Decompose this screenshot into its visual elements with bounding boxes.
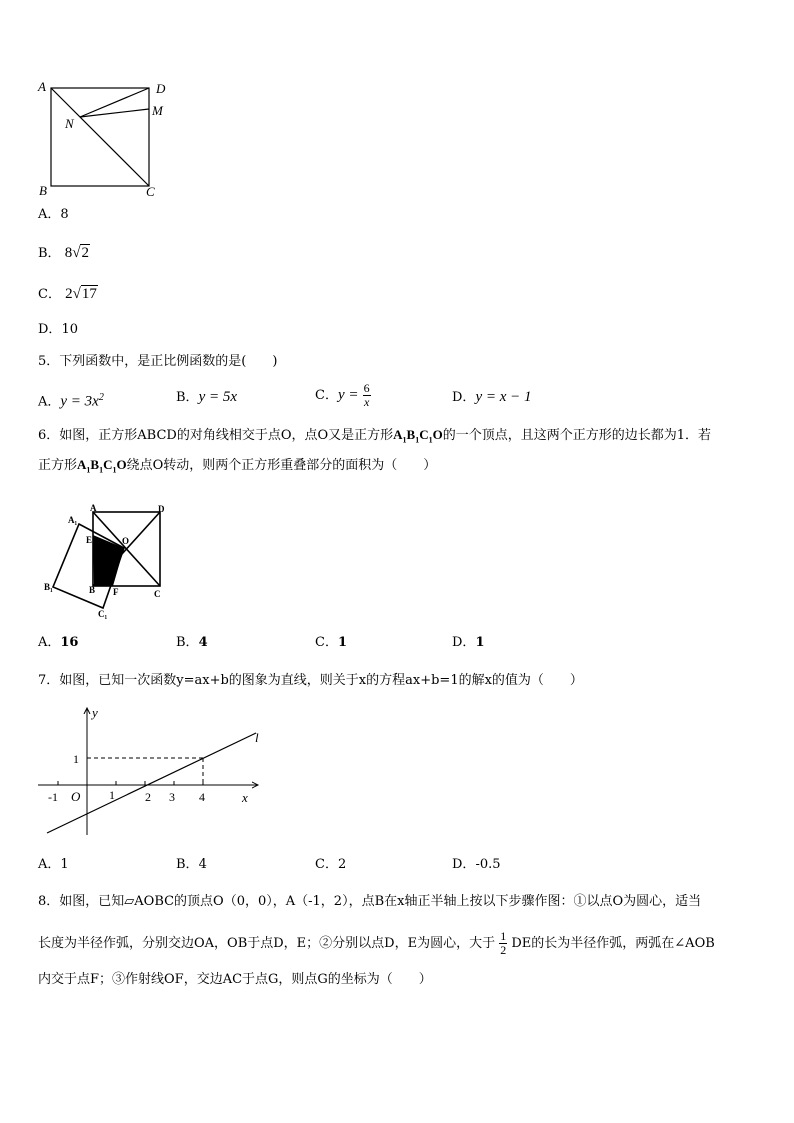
q6-option-b: B．4 <box>176 635 208 650</box>
label-A: A <box>38 79 46 94</box>
label-M: M <box>152 103 163 118</box>
line-l <box>47 733 256 833</box>
label-C1: C₁ <box>98 609 108 619</box>
q7-option-b: B．4 <box>176 857 207 872</box>
q7-option-d: D．-0.5 <box>452 857 501 872</box>
tick-y1: 1 <box>73 752 79 766</box>
tick-4: 4 <box>199 790 205 804</box>
q5-stem: 5．下列函数中，是正比例函数的是( ) <box>38 354 278 369</box>
label-O: O <box>122 536 130 546</box>
q7-option-c: C．2 <box>315 857 347 872</box>
tick-3: 3 <box>169 790 175 804</box>
q6-stem-line1: 6．如图，正方形ABCD的对角线相交于点O，点O又是正方形$A_1B_1C_1O$的一个顶点，且这两个正方形的边长都为1．若 <box>38 427 711 445</box>
tick-2: 2 <box>145 790 151 804</box>
x-axis-label: x <box>242 790 248 805</box>
q8-stem-line2: 长度为半径作弧，分别交边OA，OB于点D，E；②分别以点D，E为圆心，大于 $\frac{1}{2}$ DE的长为半径作弧，两弧在∠AOB <box>38 929 715 957</box>
q8-stem-line1: 8．如图，已知▱AOBC的顶点O（0，0），A（-1，2），点B在x轴正半轴上按以下步骤作图：①以点O为圆心，适当 <box>38 894 702 909</box>
q5-option-c: C．y = $\frac{6}{x}$ <box>315 381 370 409</box>
q6-option-c: C．1 <box>315 635 347 650</box>
q7-stem: 7．如图，已知一次函数y=ax+b的图象为直线，则关于x的方程ax+b=1的解x的值为（ ） <box>38 673 583 688</box>
origin-label: O <box>71 789 81 804</box>
q4-option-b: B． 8√2 <box>38 245 89 261</box>
q6-option-d: D．1 <box>452 635 485 650</box>
label-E: E <box>86 535 93 545</box>
label-C: C <box>154 589 161 599</box>
tick-neg1: -1 <box>48 790 58 804</box>
label-N: N <box>65 116 74 131</box>
line-label: l <box>255 730 259 745</box>
label-A: A <box>90 503 97 513</box>
label-A1: A₁ <box>68 515 78 525</box>
q4-option-c: C． 2√17 <box>38 286 97 302</box>
q6-stem-line2: 正方形$A_1B_1C_1O$绕点O转动，则两个正方形重叠部分的面积为（ ） <box>38 457 437 475</box>
q7-option-a: A．1 <box>38 857 69 872</box>
label-D: D <box>158 504 165 514</box>
q5-option-b: B．y = 5x <box>176 389 237 405</box>
label-B: B <box>39 183 47 198</box>
label-F: F <box>113 587 119 597</box>
label-B1: B₁ <box>44 582 53 592</box>
tick-1: 1 <box>109 788 115 802</box>
y-axis-label: y <box>92 705 98 720</box>
label-B: B <box>89 585 96 595</box>
q6-option-a: A．16 <box>38 635 79 650</box>
q5-option-a: A．$y = 3x^2$ <box>38 392 104 410</box>
q4-option-a: A．8 <box>38 207 69 222</box>
q8-stem-line3: 内交于点F；③作射线OF，交边AC于点G，则点G的坐标为（ ） <box>38 972 432 987</box>
label-D: D <box>156 81 166 96</box>
q5-option-d: D．y = x − 1 <box>452 389 532 405</box>
q4-option-d: D．10 <box>38 322 78 337</box>
linear-function-graph <box>30 700 270 840</box>
square-figure <box>35 78 175 200</box>
label-C: C <box>146 184 155 199</box>
rotating-squares-figure <box>36 502 176 620</box>
